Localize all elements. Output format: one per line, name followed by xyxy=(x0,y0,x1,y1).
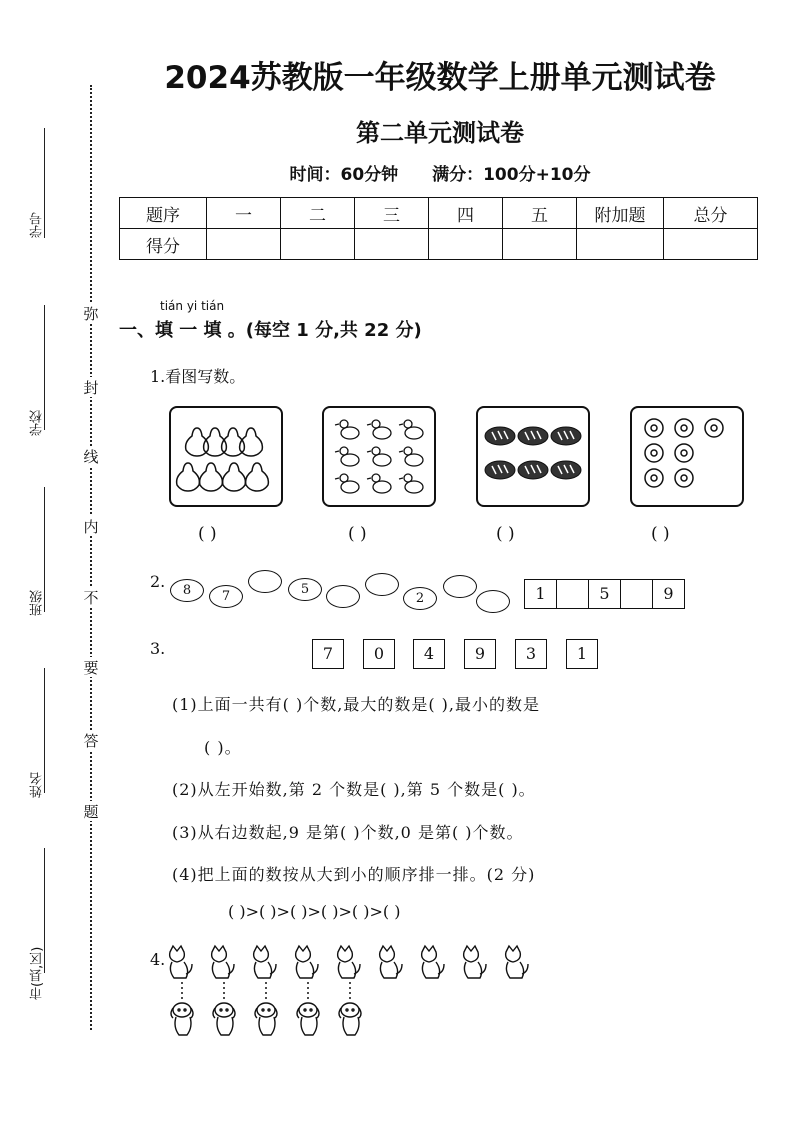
blank-oval[interactable] xyxy=(476,590,510,613)
picture-box-donuts xyxy=(630,406,744,507)
number-sequence-boxes xyxy=(524,579,685,609)
answer-blank[interactable]: ( ) xyxy=(198,524,217,544)
time-info: 时间：60分钟 xyxy=(289,165,399,185)
number-oval: 7 xyxy=(209,585,243,608)
cat-icon xyxy=(338,946,360,978)
blank-oval[interactable] xyxy=(365,573,399,596)
table-cell: 题序 xyxy=(120,198,207,229)
sequence-cell: 9 xyxy=(663,584,674,603)
dog-icon xyxy=(171,1003,193,1035)
number-card: 9 xyxy=(464,639,496,669)
picture-box-pears xyxy=(169,406,283,507)
score-cell[interactable] xyxy=(429,229,503,260)
field-label-school: 学校 xyxy=(30,410,45,436)
table-cell: 二 xyxy=(281,198,355,229)
field-label-student-number: 学号 xyxy=(30,212,45,238)
table-cell: 五 xyxy=(503,198,577,229)
number-card: 4 xyxy=(413,639,445,669)
cat-icon xyxy=(506,946,528,978)
blank-oval[interactable] xyxy=(326,585,360,608)
question-3-1-cont: ( )。 xyxy=(204,738,242,757)
bread-icon xyxy=(478,408,588,505)
field-label-class: 班级 xyxy=(30,590,45,616)
cat-icon xyxy=(170,946,192,978)
score-cell[interactable] xyxy=(664,229,758,260)
score-table xyxy=(119,197,758,260)
seal-char: 题 xyxy=(83,803,99,821)
seal-char: 封 xyxy=(83,379,99,397)
score-cell[interactable] xyxy=(355,229,429,260)
question-3-2: (2)从左开始数,第 2 个数是( ),第 5 个数是( )。 xyxy=(172,780,536,799)
blank-oval[interactable] xyxy=(443,575,477,598)
table-cell: 得分 xyxy=(120,229,207,260)
table-row xyxy=(120,229,758,260)
section-pinyin: tián yi tián xyxy=(160,299,225,313)
score-cell[interactable] xyxy=(577,229,664,260)
full-score-info: 满分：100分+10分 xyxy=(432,165,591,185)
question-2-label: 2. xyxy=(150,572,166,591)
field-label-name: 姓名 xyxy=(30,772,45,798)
answer-blank[interactable]: ( ) xyxy=(651,524,670,544)
table-cell: 一 xyxy=(207,198,281,229)
sequence-blank[interactable] xyxy=(621,580,653,608)
seal-char: 不 xyxy=(83,589,99,607)
picture-box-ducks xyxy=(322,406,436,507)
cat-icon xyxy=(254,946,276,978)
number-card: 7 xyxy=(312,639,344,669)
table-cell: 三 xyxy=(355,198,429,229)
blank-oval[interactable] xyxy=(248,570,282,593)
question-3-1: (1)上面一共有( )个数,最大的数是( ),最小的数是 xyxy=(172,695,540,714)
number-oval: 5 xyxy=(288,578,322,601)
page-title: 2024苏教版一年级数学上册单元测试卷 xyxy=(164,60,716,96)
cat-icon xyxy=(296,946,318,978)
score-cell[interactable] xyxy=(281,229,355,260)
question-3-3: (3)从右边数起,9 是第( )个数,0 是第( )个数。 xyxy=(172,823,524,842)
number-oval: 2 xyxy=(403,587,437,610)
table-cell: 附加题 xyxy=(577,198,664,229)
seal-char: 要 xyxy=(83,659,99,677)
table-cell: 总分 xyxy=(664,198,758,229)
table-cell: 四 xyxy=(429,198,503,229)
answer-blank[interactable]: ( ) xyxy=(496,524,515,544)
section-heading: 一、填 一 填 。(每空 1 分,共 22 分) xyxy=(119,320,422,341)
donut-icon xyxy=(632,408,742,505)
page-subtitle: 第二单元测试卷 xyxy=(356,119,524,147)
seal-dotted-line xyxy=(90,85,92,1030)
dog-icon xyxy=(213,1003,235,1035)
score-cell[interactable] xyxy=(207,229,281,260)
question-3-label: 3. xyxy=(150,639,166,658)
duck-icon xyxy=(324,408,434,505)
question-4-label: 4. xyxy=(150,950,166,969)
animal-matching-figure xyxy=(160,944,540,1044)
number-oval: 8 xyxy=(170,579,204,602)
picture-box-bread xyxy=(476,406,590,507)
seal-char: 线 xyxy=(83,448,99,466)
cat-icon xyxy=(464,946,486,978)
cat-icon xyxy=(212,946,234,978)
sequence-cell: 1 xyxy=(525,580,557,608)
number-card: 3 xyxy=(515,639,547,669)
sequence-blank[interactable] xyxy=(557,580,589,608)
number-card: 0 xyxy=(363,639,395,669)
score-cell[interactable] xyxy=(503,229,577,260)
dog-icon xyxy=(255,1003,277,1035)
cat-icon xyxy=(422,946,444,978)
order-blanks[interactable]: ( )>( )>( )>( )>( )>( ) xyxy=(228,902,401,921)
question-3-4: (4)把上面的数按从大到小的顺序排一排。(2 分) xyxy=(172,865,536,884)
question-1-label: 1.看图写数。 xyxy=(150,367,246,386)
exam-info xyxy=(110,160,770,185)
table-row xyxy=(120,198,758,229)
seal-char: 弥 xyxy=(83,305,99,323)
seal-char: 内 xyxy=(83,518,99,536)
dog-icon xyxy=(297,1003,319,1035)
seal-char: 答 xyxy=(83,732,99,750)
pear-icon xyxy=(171,408,281,505)
dog-icon xyxy=(339,1003,361,1035)
number-card: 1 xyxy=(566,639,598,669)
answer-blank[interactable]: ( ) xyxy=(348,524,367,544)
sequence-cell: 5 xyxy=(589,580,621,608)
field-label-city: 市(县,区) xyxy=(30,946,45,1000)
cat-icon xyxy=(380,946,402,978)
